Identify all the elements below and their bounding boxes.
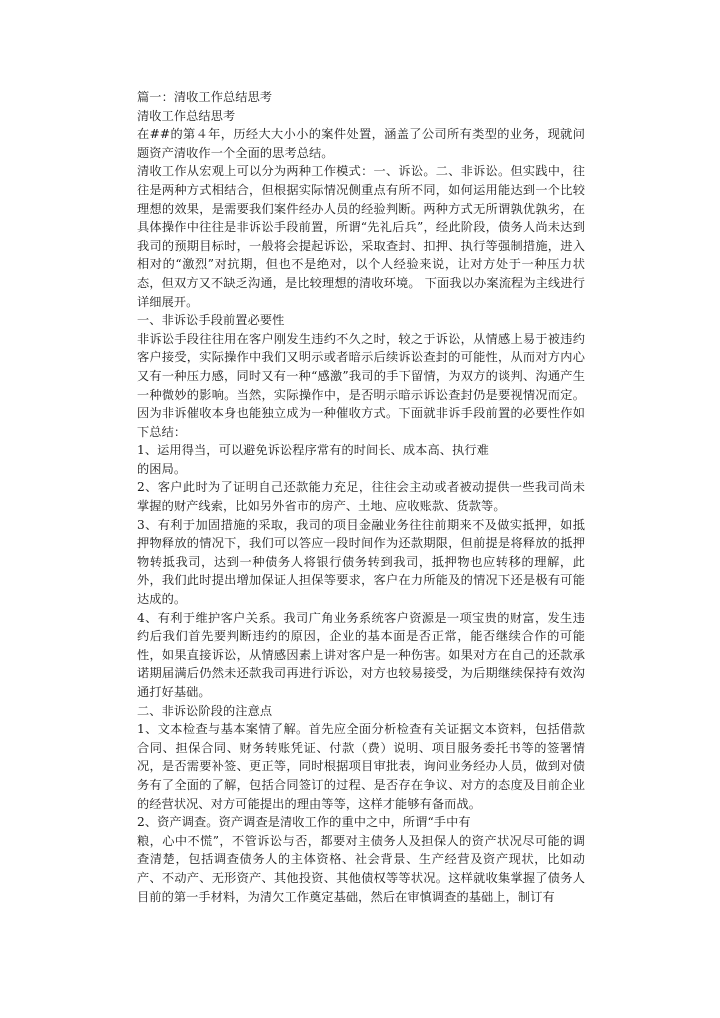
document-title: 篇一：清收工作总结思考 bbox=[137, 90, 273, 104]
list-item-2: 2、客户此时为了证明自己还款能力充足，往往会主动或者被动提供一些我司尚未掌握的财产线索，比如另外省市的房产、土地、应收账款、货款等。 bbox=[137, 480, 585, 514]
section-2-item-2: 2、资产调查。资产调查是清收工作的重中之中，所谓“手中有 bbox=[137, 815, 471, 830]
document-page bbox=[137, 88, 585, 906]
section-2-item-1: 1、文本检查与基本案情了解。首先应全面分析检查有关证据文本资料，包括借款合同、担保合同、财务转账凭证、付款（费）说明、项目服务委托书等的签署情况，是否需要补签、更正等，同时根据项目审批表，询问业务经办人员，做到对债务有了全面的了解，包括合同签订的过程、是否存在争议、对方的态度及目前企业的经营状况、对方可能提出的理由等等，这样才能够有备而战。 bbox=[137, 722, 585, 811]
intro-paragraph: 在##的第４年，历经大大小小的案件处置，涵盖了公司所有类型的业务，现就问题资产清收作一个全面的思考总结。 bbox=[137, 127, 585, 160]
section-2-item-2-continued: 粮，心中不慌”，不管诉讼与否，都要对主债务人及担保人的资产状况尽可能的调查清楚，包括调查债务人的主体资格、社会背景、生产经营及资产现状，比如动产、不动产、无形资产、其他投资、其他债权等等状况。这样就收集掌握了债务人目前的第一手材料，为清欠工作奠定基础，然后在审慎调查的基础上，制订有 bbox=[137, 833, 585, 904]
section-heading-1: 一、非诉讼手段前置必要性 bbox=[137, 313, 285, 328]
document-subtitle: 清收工作总结思考 bbox=[137, 108, 236, 123]
list-item-1-continued: 的困局。 bbox=[137, 461, 187, 476]
list-item-4: 4、有利于维护客户关系。我司广角业务系统客户资源是一项宝贵的财富，发生违约后我们首先要判断违约的原因，企业的基本面是否正常，能否继续合作的可能性，如果直接诉讼，从情感因素上讲对客户是一种伤害。如果对方在自己的还款承诺期届满后仍然未还款我司再进行诉讼，对方也较易接受，为后期继续保持有效沟通打好基础。 bbox=[137, 610, 585, 699]
overview-paragraph: 清收工作从宏观上可以分为两种工作模式：一、诉讼。二、非诉讼。但实践中，往往是两种方式相结合，但根据实际情况侧重点有所不同，如何运用能达到一个比较理想的效果，是需要我们案件经办人员的经验判断。两种方式无所谓孰优孰劣，在具体操作中往往是非诉讼手段前置，所谓“先礼后兵”，经此阶段，债务人尚未达到我司的预期目标时，一般将会提起诉讼，采取查封、扣押、执行等强制措施，进入相对的“激烈”对抗期，但也不是绝对，以个人经验来说，让对方处于一种压力状态，但双方又不缺乏沟通，是比较理想的清收环境。 下面我以办案流程为主线进行详细展开。 bbox=[137, 164, 585, 309]
list-item-1: 1、运用得当，可以避免诉讼程序常有的时间长、成本高、执行难 bbox=[137, 443, 489, 458]
list-item-3: 3、有利于加固措施的采取，我司的项目金融业务往往前期来不及做实抵押，如抵押物释放的情况下，我们可以答应一段时间作为还款期限，但前提是将释放的抵押物转抵我司，达到一种债务人将银行债务转到我司，抵押物也应转移的理解，此外，我们此时提出增加保证人担保等要求，客户在力所能及的情况下还是极有可能达成的。 bbox=[137, 517, 585, 607]
section-heading-2: 二、非诉讼阶段的注意点 bbox=[137, 703, 273, 718]
section-1-paragraph: 非诉讼手段往往用在客户刚发生违约不久之时，较之于诉讼，从情感上易于被违约客户接受，实际操作中我们又明示或者暗示后续诉讼查封的可能性，从而对方内心又有一种压力感，同时又有一种“感激”我司的手下留情，为双方的谈判、沟通产生一种微妙的影响。当然，实际操作中，是否明示暗示诉讼查封仍是要视情况而定。因为非诉催收本身也能独立成为一种催收方式。下面就非诉手段前置的必要性作如下总结： bbox=[137, 331, 585, 439]
